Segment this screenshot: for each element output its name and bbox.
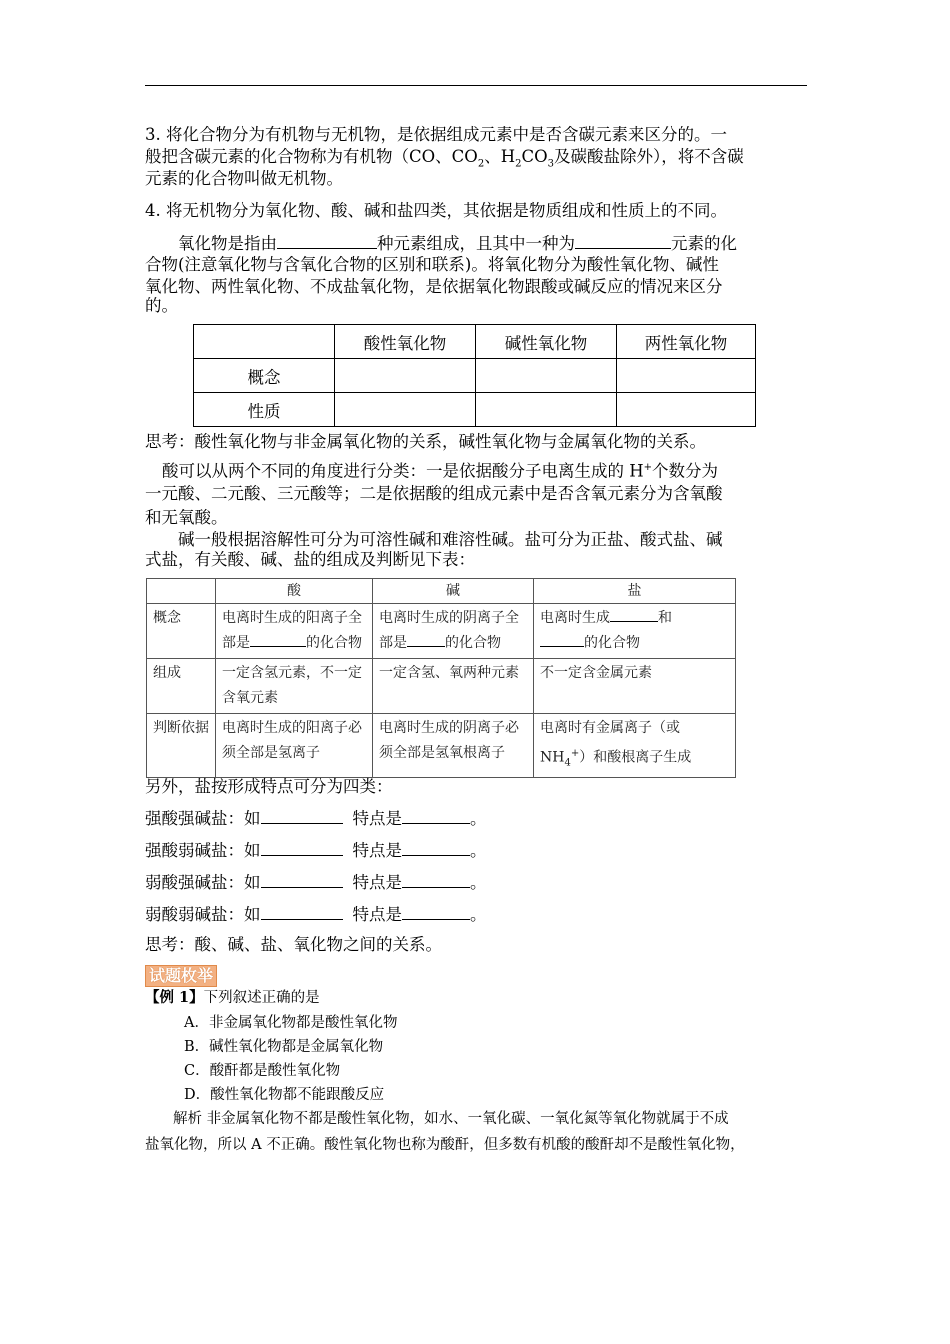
salt-judge-cell: 电离时有金属离子（或 $NH_4^+$）和酸根离子生成 (534, 714, 736, 778)
base-concept-cell: 电离时生成的阴离子全 部是 的化合物 (373, 604, 534, 659)
salt-ion-blank-1[interactable] (610, 607, 658, 622)
acid-composition-cell: 一定含氢元素，不一定 含氧元素 (216, 659, 373, 714)
table-cell-input[interactable] (335, 359, 476, 393)
table-header-cell: 碱 (373, 579, 534, 604)
think-1: 思考：酸性氧化物与非金属氧化物的关系，碱性氧化物与金属氧化物的关系。 (145, 432, 706, 451)
acid-para-line3: 和无氧酸。 (145, 508, 228, 527)
section3-line1: 3. 将化合物分为有机物与无机物，是依据组成元素中是否含碳元素来区分的。一 (145, 125, 727, 144)
salt-concept-cell: 电离时生成 和 的化合物 (534, 604, 736, 659)
table-cell-input[interactable] (617, 393, 756, 427)
think-2: 思考：酸、碱、盐、氧化物之间的关系。 (145, 935, 442, 954)
abs-table-header (147, 579, 736, 604)
example-blank[interactable] (261, 839, 343, 856)
row-label: 性质 (194, 393, 335, 427)
table-cell (147, 579, 216, 604)
example-blank[interactable] (261, 807, 343, 824)
option-b[interactable]: B．碱性氧化物都是金属氧化物 (184, 1039, 384, 1055)
table-row (147, 604, 736, 659)
oxide-element-type-blank[interactable] (575, 232, 671, 249)
salt-composition-cell: 不一定含金属元素 (534, 659, 736, 714)
table-header-cell: 酸性氧化物 (335, 325, 476, 359)
acid-concept-cell: 电离时生成的阳离子全 部是 的化合物 (216, 604, 373, 659)
example1-question: 【例 1】下列叙述正确的是 (145, 989, 320, 1006)
table-header-cell: 盐 (534, 579, 736, 604)
base-para-line2: 式盐，有关酸、碱、盐的组成及判断见下表： (145, 550, 475, 569)
row-label: 组成 (147, 659, 216, 714)
salt-type-row: 强酸弱碱盐：如 特点是 。 (145, 841, 487, 860)
table-cell-input[interactable] (476, 359, 617, 393)
section3-line3: 元素的化合物叫做无机物。 (145, 169, 343, 188)
header-rule (145, 85, 807, 86)
table-cell-input[interactable] (335, 393, 476, 427)
analysis-line2: 盐氧化物，所以 A 不正确。酸性氧化物也称为酸酐，但多数有机酸的酸酐却不是酸性氧化物， (145, 1137, 745, 1153)
example-blank[interactable] (261, 903, 343, 920)
example1-label: 【例 1】 (145, 989, 204, 1006)
table-cell-input[interactable] (617, 359, 756, 393)
oxide-def-line2: 合物(注意氧化物与含氧化合物的区别和联系)。将氧化物分为酸性氧化物、碱性 (145, 255, 719, 274)
base-composition-cell: 一定含氢、氧两种元素 (373, 659, 534, 714)
table-row (194, 393, 756, 427)
row-label: 概念 (147, 604, 216, 659)
feature-blank[interactable] (402, 871, 470, 888)
feature-blank[interactable] (402, 903, 470, 920)
oxide-def-line4: 的。 (145, 296, 178, 315)
table-header-cell: 两性氧化物 (617, 325, 756, 359)
acid-base-salt-table (146, 578, 736, 778)
oxide-def-line1: 氧化物是指由 种元素组成，且其中一种为 元素的化 (178, 234, 737, 253)
example-blank[interactable] (261, 871, 343, 888)
base-ion-blank[interactable] (407, 632, 445, 647)
oxide-elements-blank[interactable] (277, 232, 377, 249)
section4-line1: 4. 将无机物分为氧化物、酸、碱和盐四类，其依据是物质组成和性质上的不同。 (145, 201, 727, 220)
table-header-cell: 酸 (216, 579, 373, 604)
table-cell-input[interactable] (476, 393, 617, 427)
oxide-table-header (194, 325, 756, 359)
salt-type-row: 弱酸弱碱盐：如 特点是 。 (145, 905, 487, 924)
option-c[interactable]: C．酸酐都是酸性氧化物 (184, 1063, 341, 1079)
examples-tag: 试题枚举 (145, 965, 217, 987)
table-row (147, 714, 736, 778)
row-label: 判断依据 (147, 714, 216, 778)
section3-line2: 般把含碳元素的化合物称为有机物（CO、$CO_2$、$H_2CO_3$及碳酸盐除外），将不含碳 (145, 147, 744, 170)
acid-judge-cell: 电离时生成的阳离子必 须全部是氢离子 (216, 714, 373, 778)
salt-type-row: 弱酸强碱盐：如 特点是 。 (145, 873, 487, 892)
base-para-line1: 碱一般根据溶解性可分为可溶性碱和难溶性碱。盐可分为正盐、酸式盐、碱 (178, 530, 723, 549)
analysis-line1: 解析 非金属氧化物不都是酸性氧化物，如水、一氧化碳、一氧化氮等氧化物就属于不成 (173, 1111, 729, 1127)
table-row (194, 359, 756, 393)
salt-types-intro: 另外，盐按形成特点可分为四类： (145, 777, 393, 796)
salt-ion-blank-2[interactable] (540, 632, 584, 647)
acid-para-line1: 酸可以从两个不同的角度进行分类：一是依据酸分子电离生成的 H+个数分为 (162, 461, 719, 481)
salt-type-row: 强酸强碱盐：如 特点是 。 (145, 809, 487, 828)
oxide-table (193, 324, 756, 427)
base-judge-cell: 电离时生成的阴离子必 须全部是氢氧根离子 (373, 714, 534, 778)
table-header-cell: 碱性氧化物 (476, 325, 617, 359)
option-d[interactable]: D．酸性氧化物都不能跟酸反应 (184, 1087, 385, 1103)
row-label: 概念 (194, 359, 335, 393)
option-a[interactable]: A．非金属氧化物都是酸性氧化物 (184, 1015, 398, 1031)
feature-blank[interactable] (402, 807, 470, 824)
table-row (147, 659, 736, 714)
acid-ion-blank[interactable] (250, 632, 306, 647)
table-cell (194, 325, 335, 359)
oxide-def-line3: 氧化物、两性氧化物、不成盐氧化物，是依据氧化物跟酸或碱反应的情况来区分 (145, 277, 723, 296)
feature-blank[interactable] (402, 839, 470, 856)
acid-para-line2: 一元酸、二元酸、三元酸等；二是依据酸的组成元素中是否含氧元素分为含氧酸 (145, 484, 723, 503)
